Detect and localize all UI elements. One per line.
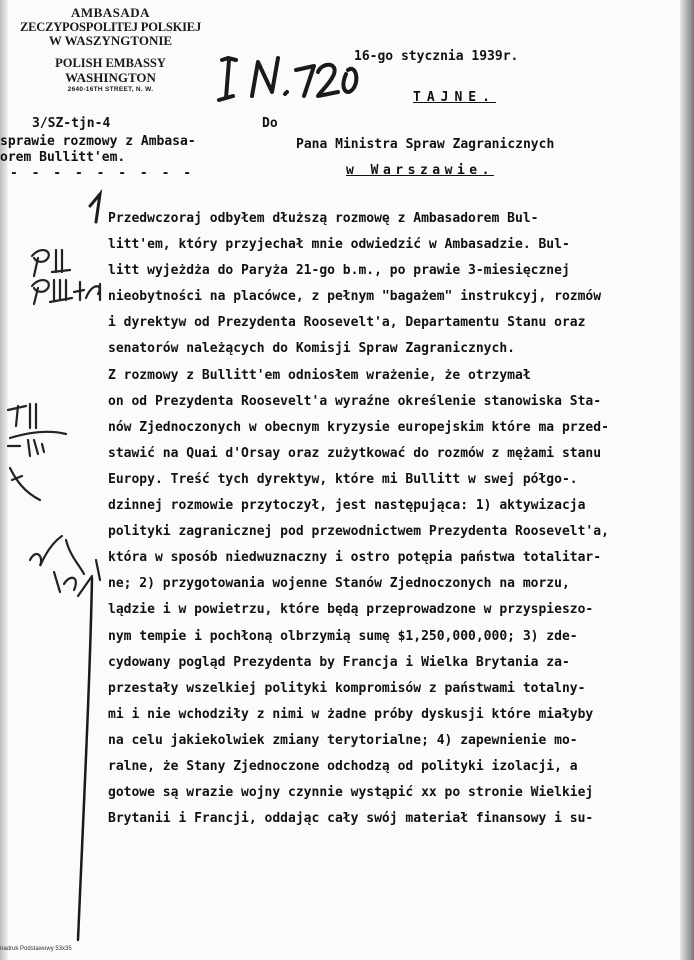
body-line: przestały wszelkiej polityki kompromisów z państwami totalny- [108,680,586,696]
body-line: lądzie i w powietrzu, które będą przeprowadzone w przyspieszo- [108,602,594,618]
body-line: i dyrektyw od Prezydenta Roosevelt'a, Departamentu Stanu oraz [108,315,586,331]
document-date: 16-go stycznia 1939r. [354,49,519,64]
handwritten-file-number [219,58,356,100]
body-line: Brytanii i Francji, oddając cały swój materiał finansowy i su- [108,811,594,827]
letterhead-line: AMBASADA [70,5,151,20]
body-line: senatorów należących do Komisji Spraw Zagranicznych. [108,341,515,357]
body-line: nym tempie i pochłoną olbrzymią sumę $1,250,000,000; 3) zde- [108,628,578,644]
subject-line: sprawie rozmowy z Ambasa- [0,134,196,149]
body-line: nieobytności na placówce, z pełnym "bagażem" instrukcyj, rozmów [108,289,602,305]
subject-line: orem Bullitt'em. [0,150,126,165]
body-line: stawić na Quai d'Orsay oraz zużytkować do rozmów z mężami stanu [108,445,602,461]
handwritten-section-number [90,194,100,222]
body-line: nów Zjednoczonych w obecnym kryzysie europejskim które ma przed- [108,419,609,435]
margin-vertical-line [78,578,92,940]
body-line: która w sposób niedwuznaczny i ostro potępia państwa totalitar- [108,550,602,566]
body-line: cydowany pogląd Prezydenta by Francja i Wielka Brytania za- [108,654,570,670]
body-line: Z rozmowy z Bullitt'em odniosłem wrażenie, że otrzymał [108,367,531,383]
body-line: litt wyjeżdża do Paryża 21-go b.m., po prawie 3-miesięcznej [108,263,570,279]
body-line: mi i nie wchodziły z nimi w żadne próby dyskusji które miałyby [108,706,594,722]
body-line: polityki zagranicznej pod przewodnictwem Prezydenta Roosevelt'a, [108,524,609,540]
addressee-city: w Warszawie. [346,163,494,178]
body-line: gotowe są wrazie wojny czynnie wystąpić xx po stronie Wielkiej [108,785,594,801]
margin-routing-marks [32,250,100,304]
margin-scribble [8,404,100,596]
letterhead-line: W WASZYNGTONIE [48,33,173,48]
body-line: na celu jakiekolwiek zmiany terytorialne; 4) zapewnienie mo- [108,732,578,748]
body-line: ralne, że Stany Zjednoczone odchodzą od polityki izolacji, a [108,758,578,774]
body-line: on od Prezydenta Roosevelt'a wyraźne określenie stanowiska Sta- [108,393,602,409]
letterhead-line: WASHINGTON [65,70,156,85]
body-line: litt'em, który przyjechał mnie odwiedzić w Ambasadzie. Bul- [108,237,570,253]
subject-rule: - - - - - - - - - [10,166,195,181]
classification-mark: TAJNE. [413,90,496,105]
body-line: Europy. Treść tych dyrektyw, które mi Bullitt w swej półgo-. [108,471,578,487]
body-line: ne; 2) przygotowania wojenne Stanów Zjednoczonych na morzu, [108,576,570,592]
body-line: dzinnej rozmowie przytoczył, jest następująca: 1) aktywizacja [108,498,586,514]
to-label: Do [262,116,278,131]
reference-number: 3/SZ-tjn-4 [32,116,111,131]
letterhead-line: POLISH EMBASSY [55,56,166,70]
body-line: Przedwczoraj odbyłem dłuższą rozmowę z Ambasadorem Bul- [108,211,539,226]
print-footer: nadruk Podstawowy 53x35 [0,946,72,952]
letterhead-address: 2640-16TH STREET, N. W. [67,86,154,93]
addressee-line: Pana Ministra Spraw Zagranicznych [296,137,555,152]
letterhead-line: ZECZYPOSPOLITEJ POLSKIEJ [19,20,201,34]
